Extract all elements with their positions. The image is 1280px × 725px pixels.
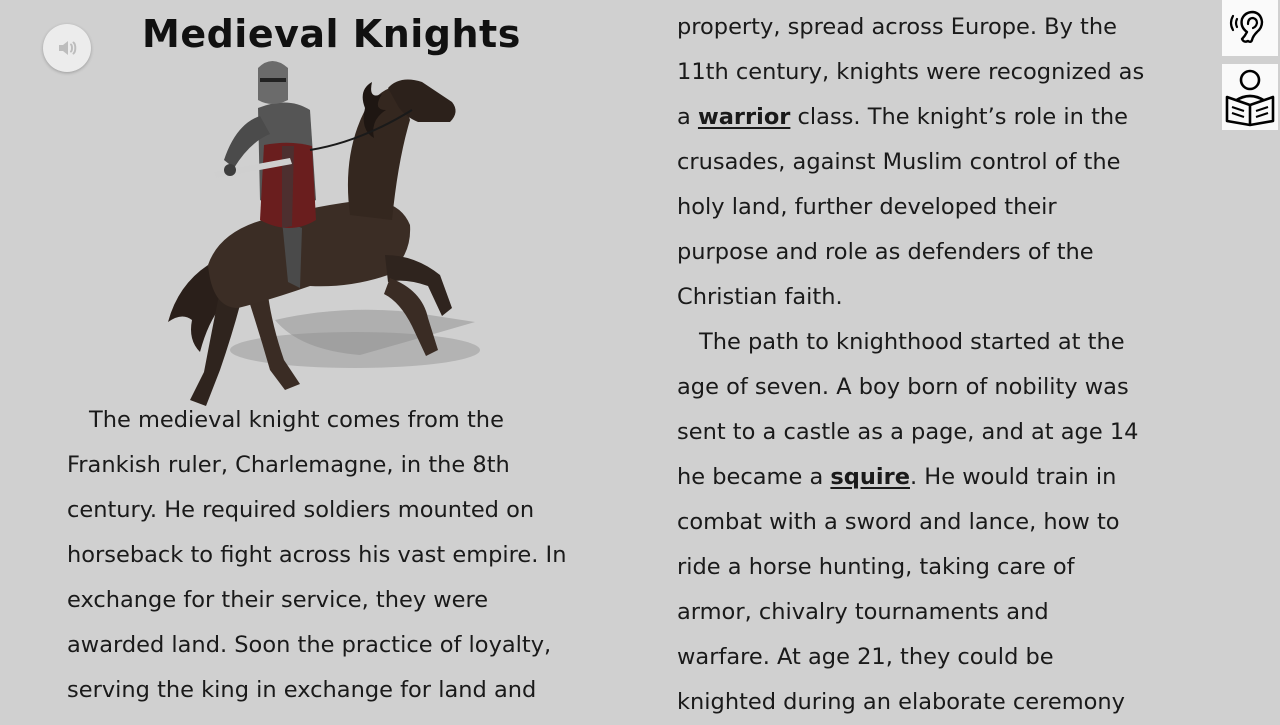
audio-button[interactable] — [43, 24, 91, 72]
text-line: warfare. At age 21, they could be — [677, 644, 1054, 670]
text-line: holy land, further developed their — [677, 194, 1057, 220]
text-line: 11th century, knights were recognized as — [677, 59, 1145, 85]
ear-icon — [1227, 5, 1273, 51]
text-segment: a — [677, 104, 698, 130]
text-line: horseback to fight across his vast empire. In — [67, 542, 567, 568]
text-line: century. He required soldiers mounted on — [67, 497, 535, 523]
listen-button[interactable] — [1222, 0, 1278, 56]
page-title: Medieval Knights — [142, 12, 521, 56]
text-line: awarded land. Soon the practice of loyalty, — [67, 632, 552, 658]
text-line: sent to a castle as a page, and at age 14 — [677, 419, 1139, 445]
text-segment: . He would train in — [910, 464, 1117, 490]
text-line: The medieval knight comes from the — [89, 407, 504, 433]
text-line: combat with a sword and lance, how to — [677, 509, 1120, 535]
text-segment: he became a — [677, 464, 831, 490]
text-line: property, spread across Europe. By the — [677, 14, 1117, 40]
read-aloud-button[interactable] — [1222, 64, 1278, 130]
text-line: exchange for their service, they were — [67, 587, 489, 613]
reader-icon — [1223, 67, 1277, 127]
text-line: ride a horse hunting, taking care of — [677, 554, 1075, 580]
text-line: purpose and role as defenders of the — [677, 239, 1094, 265]
text-line: Frankish ruler, Charlemagne, in the 8th — [67, 452, 510, 478]
knight-on-horse-illustration — [160, 50, 480, 412]
speaker-icon — [55, 36, 79, 60]
right-column-text — [677, 5, 1144, 725]
text-line — [677, 455, 1144, 500]
text-segment: class. The knight’s role in the — [790, 104, 1128, 130]
text-line — [677, 95, 1144, 140]
text-line: Christian faith. — [677, 284, 843, 310]
text-line: The path to knighthood started at the — [699, 329, 1125, 355]
text-line: armor, chivalry tournaments and — [677, 599, 1049, 625]
text-line: knighted during an elaborate ceremony — [677, 689, 1125, 715]
vocab-link-warrior[interactable]: warrior — [697, 104, 791, 130]
text-line: serving the king in exchange for land and — [67, 677, 537, 703]
vocab-link-squire[interactable]: squire — [830, 464, 910, 490]
text-line: age of seven. A boy born of nobility was — [677, 374, 1129, 400]
left-column-text — [67, 398, 566, 713]
text-line: crusades, against Muslim control of the — [677, 149, 1121, 175]
